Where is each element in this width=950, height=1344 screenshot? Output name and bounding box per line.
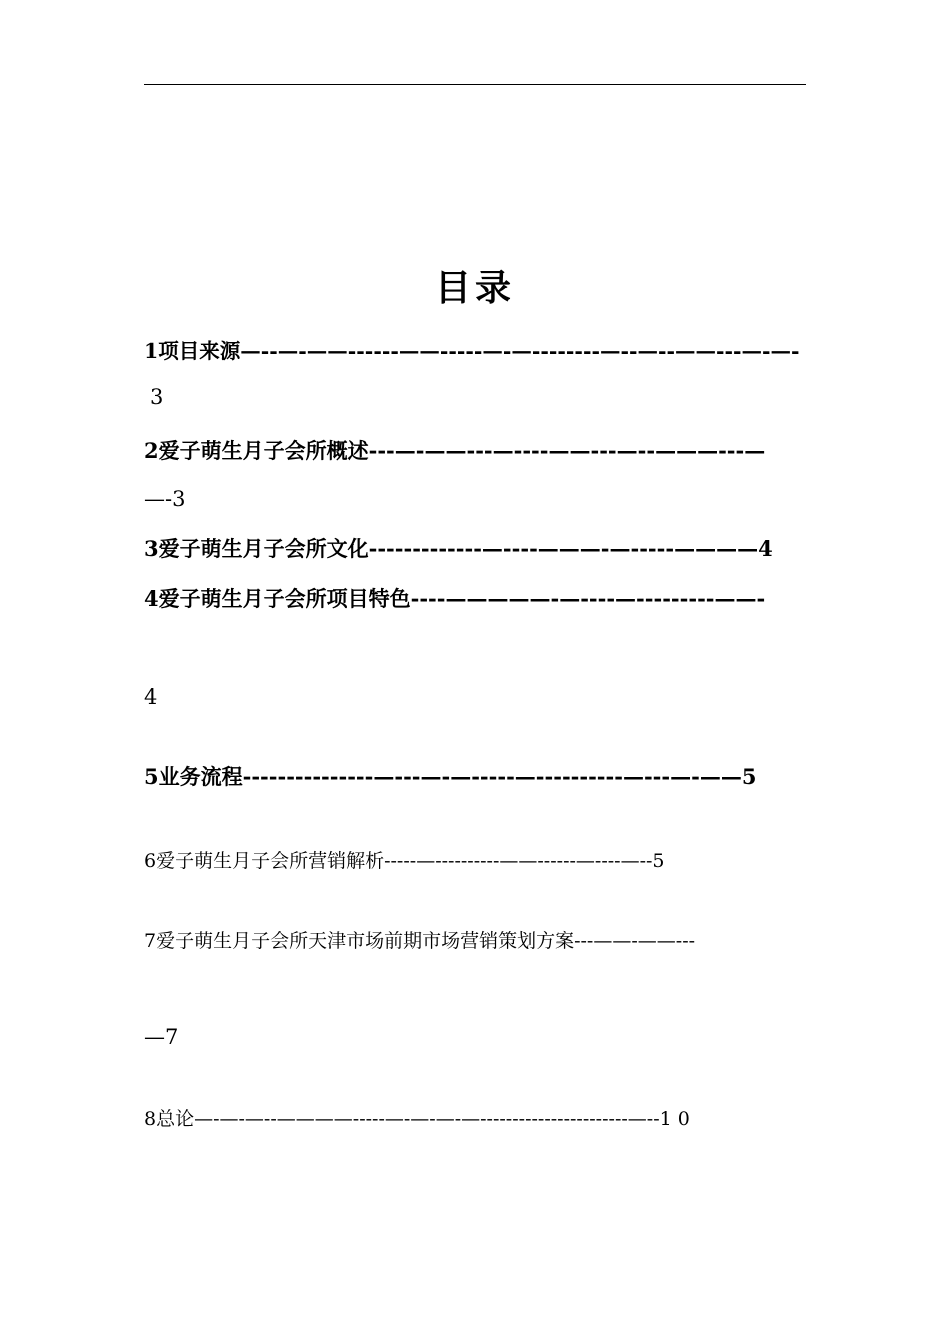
header-rule [144,84,806,85]
toc-entry-1-page: 3 [150,385,164,409]
toc-title: 目录 [434,267,515,309]
toc-entry-5: 5业务流程---------------—---—-—-----—----------—---—-——5 [144,764,757,789]
toc-entry-3: 3爱子萌生月子会所文化-------------—----———-—-----————4 [144,536,773,561]
toc-entry-8: 8总论—-—-—--————-----—-—-—-—-----------------------—--1 0 [144,1108,690,1130]
toc-entry-6: 6爱子萌生月子会所营销解析-----—----------——------—----—--5 [144,850,665,872]
toc-entry-4: 4爱子萌生月子会所项目特色----—————-—----—---------——- [144,586,766,611]
toc-entry-7: 7爱子萌生月子会所天津市场前期市场营销策划方案---——-——--- [144,930,696,952]
toc-entry-7-page: —7 [144,1025,179,1049]
toc-entry-1: 1项目来源—--—-——------——-----—-—--------—--—--——---—-—- [144,339,800,363]
toc-entry-2-page: —-3 [144,487,186,511]
toc-entry-4-page: 4 [144,685,158,709]
toc-entry-2: 2爱子萌生月子会所概述---—-——---—----——---—--———---— [144,438,766,463]
